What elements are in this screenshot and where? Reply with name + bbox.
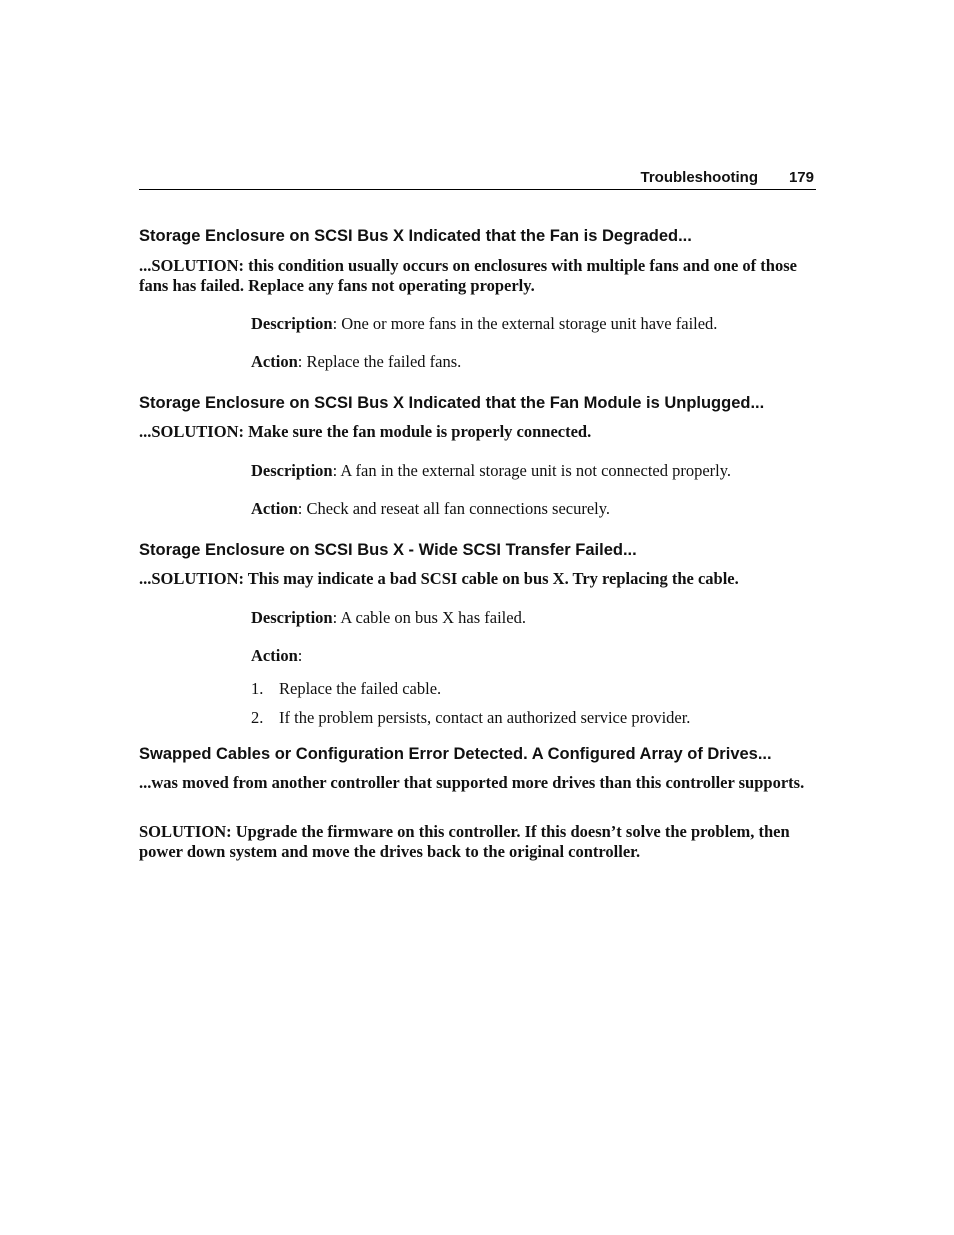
solution-text: ...SOLUTION: This may indicate a bad SCSI cable on bus X. Try replacing the cable. [139, 569, 739, 588]
body-paragraph [139, 773, 816, 793]
list-item-text: If the problem persists, contact an authorized service provider. [279, 708, 691, 727]
description-label: Description [251, 608, 333, 627]
section-heading: Storage Enclosure on SCSI Bus X Indicated that the Fan is Degraded... [139, 227, 692, 245]
description-line [251, 461, 731, 481]
section-heading: Storage Enclosure on SCSI Bus X - Wide SCSI Transfer Failed... [139, 541, 637, 559]
description-text: : One or more fans in the external storage unit have failed. [332, 314, 718, 333]
running-header [139, 168, 816, 190]
description-line [251, 608, 526, 628]
description-label: Description [251, 314, 333, 333]
action-text: : Replace the failed fans. [297, 352, 462, 371]
section-heading: Storage Enclosure on SCSI Bus X Indicated that the Fan Module is Unplugged... [139, 394, 765, 412]
section-fan-unplugged [139, 393, 816, 413]
solution-paragraph [139, 256, 816, 296]
paragraph-text: ...was moved from another controller that supported more drives than this controller supports. [139, 773, 805, 792]
section-heading: Swapped Cables or Configuration Error Detected. A Configured Array of Drives... [139, 745, 772, 763]
list-item [251, 679, 690, 699]
solution-text: SOLUTION: Upgrade the firmware on this controller. If this doesn’t solve the problem, then power down system and move the drives back to the original controller. [139, 822, 790, 861]
action-steps-list [251, 679, 690, 728]
list-item-number: 1. [251, 679, 264, 698]
solution-text: ...SOLUTION: Make sure the fan module is properly connected. [139, 422, 592, 441]
solution-paragraph [139, 422, 816, 442]
list-item [251, 708, 690, 728]
action-line [251, 646, 302, 666]
action-text: : Check and reseat all fan connections securely. [297, 499, 611, 518]
header-section-title: Troubleshooting [640, 169, 758, 186]
description-text: : A fan in the external storage unit is not connected properly. [332, 461, 732, 480]
action-label: Action [251, 499, 298, 518]
description-text: : A cable on bus X has failed. [332, 608, 526, 627]
solution-text: ...SOLUTION: this condition usually occurs on enclosures with multiple fans and one of those fans has failed. Replace any fans not operating properly. [139, 256, 797, 295]
description-line [251, 314, 717, 334]
list-item-number: 2. [251, 708, 264, 727]
action-text: : [297, 646, 303, 665]
section-fan-degraded [139, 226, 816, 246]
header-page-number: 179 [788, 169, 814, 186]
action-line [251, 352, 461, 372]
action-label: Action [251, 646, 298, 665]
action-line [251, 499, 610, 519]
action-label: Action [251, 352, 298, 371]
section-swapped-cables [139, 744, 816, 764]
list-item-text: Replace the failed cable. [279, 679, 442, 698]
solution-paragraph [139, 822, 816, 862]
solution-paragraph [139, 569, 816, 589]
section-wide-scsi-failed [139, 540, 816, 560]
description-label: Description [251, 461, 333, 480]
